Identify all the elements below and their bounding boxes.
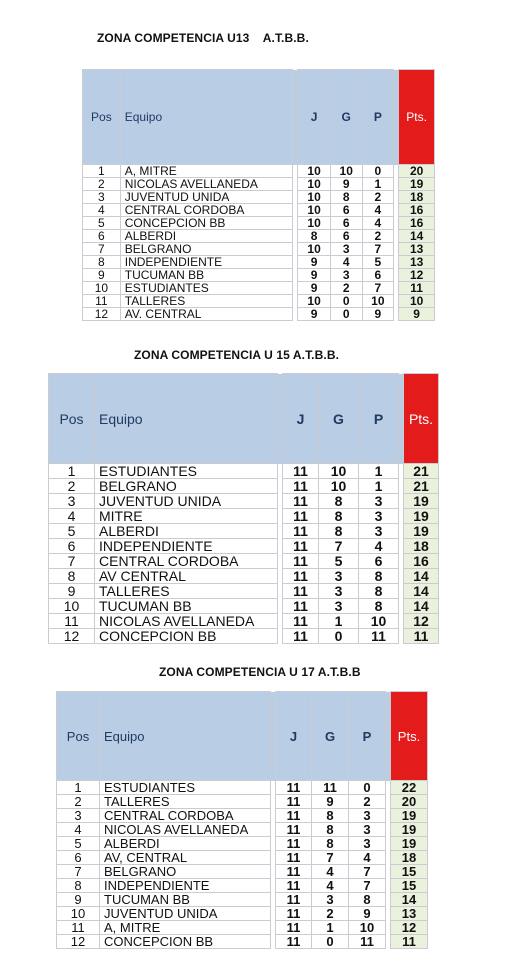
table-row: [49, 554, 439, 569]
cell-won: 7: [312, 851, 349, 865]
cell-lost: 6: [359, 554, 399, 569]
cell-won: 4: [312, 865, 349, 879]
cell-played: 11: [276, 935, 312, 949]
cell-lost: 7: [349, 865, 386, 879]
cell-points: 20: [399, 165, 435, 178]
cell-won: 8: [330, 191, 362, 204]
cell-points: 16: [399, 217, 435, 230]
cell-won: 3: [319, 569, 359, 584]
cell-won: 8: [312, 809, 349, 823]
cell-points: 19: [391, 823, 428, 837]
cell-points: 14: [399, 230, 435, 243]
header-won: G: [319, 374, 359, 464]
table-row: [83, 295, 435, 308]
cell-pos: 5: [49, 524, 95, 539]
cell-points: 10: [399, 295, 435, 308]
cell-points: 22: [391, 781, 428, 795]
header-lost: P: [349, 692, 386, 781]
cell-played: 10: [298, 204, 331, 217]
cell-lost: 4: [362, 204, 394, 217]
table-row: [49, 509, 439, 524]
cell-lost: 3: [349, 823, 386, 837]
cell-pos: 6: [49, 539, 95, 554]
cell-lost: 0: [349, 781, 386, 795]
cell-lost: 2: [362, 191, 394, 204]
cell-points: 13: [391, 907, 428, 921]
cell-played: 8: [298, 230, 331, 243]
cell-points: 19: [399, 178, 435, 191]
cell-pos: 3: [49, 494, 95, 509]
cell-won: 0: [330, 295, 362, 308]
table-header-row: [57, 692, 428, 781]
cell-points: 19: [404, 524, 439, 539]
cell-pos: 3: [57, 809, 100, 823]
cell-won: 0: [319, 629, 359, 644]
cell-points: 14: [404, 584, 439, 599]
cell-pos: 9: [83, 269, 121, 282]
cell-won: 8: [312, 823, 349, 837]
table-row: [83, 191, 435, 204]
table-row: [57, 907, 428, 921]
cell-team: ESTUDIANTES: [120, 282, 292, 295]
cell-pos: 6: [57, 851, 100, 865]
cell-team: ALBERDI: [100, 837, 271, 851]
table-row: [83, 256, 435, 269]
cell-won: 3: [330, 269, 362, 282]
table-row: [57, 865, 428, 879]
cell-won: 10: [319, 479, 359, 494]
cell-lost: 10: [362, 295, 394, 308]
cell-played: 9: [298, 269, 331, 282]
cell-pos: 1: [57, 781, 100, 795]
cell-lost: 7: [349, 879, 386, 893]
cell-team: NICOLAS AVELLANEDA: [100, 823, 271, 837]
cell-team: AV, CENTRAL: [100, 851, 271, 865]
cell-team: TALLERES: [95, 584, 278, 599]
cell-points: 19: [404, 509, 439, 524]
table-row: [49, 464, 439, 479]
cell-lost: 2: [349, 795, 386, 809]
cell-won: 3: [319, 584, 359, 599]
cell-won: 2: [312, 907, 349, 921]
cell-lost: 3: [359, 494, 399, 509]
table-header-row: [83, 70, 435, 165]
header-played: J: [298, 70, 331, 165]
cell-won: 3: [312, 893, 349, 907]
cell-played: 11: [276, 795, 312, 809]
cell-team: NICOLAS AVELLANEDA: [120, 178, 292, 191]
cell-points: 13: [399, 243, 435, 256]
cell-team: ESTUDIANTES: [95, 464, 278, 479]
table-row: [83, 217, 435, 230]
cell-pos: 7: [49, 554, 95, 569]
cell-won: 1: [319, 614, 359, 629]
cell-pos: 10: [83, 282, 121, 295]
cell-points: 13: [399, 256, 435, 269]
cell-played: 11: [276, 921, 312, 935]
cell-lost: 6: [362, 269, 394, 282]
cell-played: 10: [298, 165, 331, 178]
cell-lost: 1: [359, 479, 399, 494]
cell-won: 6: [330, 230, 362, 243]
table-row: [57, 921, 428, 935]
header-pos: Pos: [57, 692, 100, 781]
table-row: [83, 243, 435, 256]
cell-won: 0: [330, 308, 362, 321]
table-row: [49, 524, 439, 539]
table-row: [49, 569, 439, 584]
table-row: [57, 795, 428, 809]
cell-pos: 8: [57, 879, 100, 893]
cell-pos: 1: [83, 165, 121, 178]
cell-team: NICOLAS AVELLANEDA: [95, 614, 278, 629]
cell-won: 4: [330, 256, 362, 269]
cell-pos: 7: [57, 865, 100, 879]
cell-lost: 7: [362, 243, 394, 256]
cell-won: 9: [312, 795, 349, 809]
cell-points: 14: [404, 599, 439, 614]
cell-lost: 4: [362, 217, 394, 230]
header-played: J: [283, 374, 319, 464]
cell-won: 8: [319, 494, 359, 509]
cell-pos: 11: [57, 921, 100, 935]
cell-team: JUVENTUD UNIDA: [100, 907, 271, 921]
cell-points: 12: [399, 269, 435, 282]
cell-played: 11: [276, 893, 312, 907]
header-pos: Pos: [83, 70, 121, 165]
cell-played: 11: [276, 823, 312, 837]
header-lost: P: [359, 374, 399, 464]
cell-team: BELGRANO: [120, 243, 292, 256]
cell-pos: 8: [49, 569, 95, 584]
cell-lost: 2: [362, 230, 394, 243]
cell-pos: 9: [49, 584, 95, 599]
header-team: Equipo: [100, 692, 271, 781]
cell-pos: 4: [83, 204, 121, 217]
header-won: G: [312, 692, 349, 781]
cell-team: TUCUMAN BB: [100, 893, 271, 907]
cell-played: 9: [298, 308, 331, 321]
cell-team: CENTRAL CORDOBA: [120, 204, 292, 217]
cell-points: 12: [391, 921, 428, 935]
cell-played: 11: [283, 479, 319, 494]
cell-played: 10: [298, 191, 331, 204]
table-row: [57, 935, 428, 949]
cell-lost: 3: [359, 509, 399, 524]
cell-won: 11: [312, 781, 349, 795]
cell-played: 11: [276, 809, 312, 823]
cell-pos: 6: [83, 230, 121, 243]
cell-played: 11: [283, 569, 319, 584]
cell-team: AV. CENTRAL: [120, 308, 292, 321]
u15-title: ZONA COMPETENCIA U 15 A.T.B.B.: [134, 348, 340, 362]
table-row: [83, 178, 435, 191]
cell-played: 11: [276, 865, 312, 879]
cell-pos: 3: [83, 191, 121, 204]
cell-team: JUVENTUD UNIDA: [120, 191, 292, 204]
cell-team: TALLERES: [100, 795, 271, 809]
header-played: J: [276, 692, 312, 781]
cell-lost: 0: [362, 165, 394, 178]
cell-pos: 11: [83, 295, 121, 308]
cell-pos: 9: [57, 893, 100, 907]
cell-won: 1: [312, 921, 349, 935]
cell-lost: 9: [349, 907, 386, 921]
table-row: [49, 479, 439, 494]
cell-points: 19: [391, 837, 428, 851]
cell-points: 19: [404, 494, 439, 509]
cell-pos: 1: [49, 464, 95, 479]
cell-team: ALBERDI: [95, 524, 278, 539]
cell-team: CENTRAL CORDOBA: [100, 809, 271, 823]
cell-points: 11: [399, 282, 435, 295]
cell-team: INDEPENDIENTE: [120, 256, 292, 269]
table-row: [57, 851, 428, 865]
cell-pos: 5: [83, 217, 121, 230]
cell-lost: 10: [359, 614, 399, 629]
cell-won: 8: [312, 837, 349, 851]
cell-won: 4: [312, 879, 349, 893]
header-team: Equipo: [120, 70, 292, 165]
cell-points: 14: [391, 893, 428, 907]
table-row: [83, 269, 435, 282]
cell-played: 11: [283, 524, 319, 539]
cell-points: 21: [404, 479, 439, 494]
cell-won: 5: [319, 554, 359, 569]
u17-title: ZONA COMPETENCIA U 17 A.T.B.B: [159, 665, 361, 679]
cell-played: 9: [298, 282, 331, 295]
header-team: Equipo: [95, 374, 278, 464]
cell-points: 16: [399, 204, 435, 217]
cell-team: CONCEPCION BB: [100, 935, 271, 949]
cell-won: 7: [319, 539, 359, 554]
cell-played: 10: [298, 217, 331, 230]
cell-lost: 1: [359, 464, 399, 479]
cell-won: 8: [319, 509, 359, 524]
cell-points: 15: [391, 865, 428, 879]
cell-team: ESTUDIANTES: [100, 781, 271, 795]
cell-team: CONCEPCION BB: [95, 629, 278, 644]
cell-points: 18: [391, 851, 428, 865]
cell-points: 12: [404, 614, 439, 629]
cell-won: 9: [330, 178, 362, 191]
cell-lost: 3: [359, 524, 399, 539]
cell-pos: 8: [83, 256, 121, 269]
u17-standings-table: [56, 691, 428, 949]
cell-played: 11: [283, 494, 319, 509]
header-points: Pts.: [399, 70, 435, 165]
table-row: [83, 308, 435, 321]
table-row: [57, 893, 428, 907]
table-row: [57, 781, 428, 795]
cell-team: JUVENTUD UNIDA: [95, 494, 278, 509]
cell-pos: 4: [57, 823, 100, 837]
cell-played: 11: [283, 599, 319, 614]
cell-pos: 4: [49, 509, 95, 524]
cell-played: 11: [283, 464, 319, 479]
header-lost: P: [362, 70, 394, 165]
cell-pos: 12: [57, 935, 100, 949]
cell-points: 11: [404, 629, 439, 644]
table-row: [49, 584, 439, 599]
cell-lost: 7: [362, 282, 394, 295]
cell-played: 11: [283, 509, 319, 524]
cell-team: A, MITRE: [100, 921, 271, 935]
cell-played: 11: [283, 614, 319, 629]
cell-played: 9: [298, 256, 331, 269]
header-pos: Pos: [49, 374, 95, 464]
cell-points: 15: [391, 879, 428, 893]
table-row: [49, 599, 439, 614]
header-points: Pts.: [391, 692, 428, 781]
cell-points: 9: [399, 308, 435, 321]
cell-pos: 12: [83, 308, 121, 321]
header-won: G: [330, 70, 362, 165]
cell-team: CENTRAL CORDOBA: [95, 554, 278, 569]
cell-played: 11: [283, 629, 319, 644]
table-row: [49, 614, 439, 629]
cell-lost: 3: [349, 809, 386, 823]
cell-won: 6: [330, 217, 362, 230]
cell-pos: 7: [83, 243, 121, 256]
table-row: [57, 879, 428, 893]
cell-pos: 2: [49, 479, 95, 494]
cell-points: 21: [404, 464, 439, 479]
cell-team: A, MITRE: [120, 165, 292, 178]
cell-pos: 10: [57, 907, 100, 921]
u15-standings-table: [48, 373, 439, 644]
table-row: [83, 165, 435, 178]
table-row: [83, 204, 435, 217]
cell-pos: 11: [49, 614, 95, 629]
cell-lost: 10: [349, 921, 386, 935]
u13-title: ZONA COMPETENCIA U13 A.T.B.B.: [97, 31, 309, 45]
cell-played: 11: [283, 554, 319, 569]
table-row: [83, 282, 435, 295]
cell-team: AV CENTRAL: [95, 569, 278, 584]
cell-team: BELGRANO: [95, 479, 278, 494]
cell-played: 11: [276, 851, 312, 865]
cell-points: 11: [391, 935, 428, 949]
cell-team: INDEPENDIENTE: [100, 879, 271, 893]
cell-team: TUCUMAN BB: [120, 269, 292, 282]
cell-played: 10: [298, 243, 331, 256]
cell-pos: 10: [49, 599, 95, 614]
table-row: [49, 494, 439, 509]
cell-team: CONCEPCION BB: [120, 217, 292, 230]
cell-lost: 9: [362, 308, 394, 321]
cell-played: 11: [276, 781, 312, 795]
cell-played: 11: [283, 539, 319, 554]
cell-team: BELGRANO: [100, 865, 271, 879]
table-row: [57, 823, 428, 837]
cell-lost: 8: [349, 893, 386, 907]
cell-won: 3: [330, 243, 362, 256]
cell-pos: 2: [57, 795, 100, 809]
cell-lost: 8: [359, 569, 399, 584]
table-row: [49, 629, 439, 644]
cell-points: 16: [404, 554, 439, 569]
cell-pos: 2: [83, 178, 121, 191]
cell-team: INDEPENDIENTE: [95, 539, 278, 554]
cell-lost: 11: [349, 935, 386, 949]
cell-points: 19: [391, 809, 428, 823]
cell-lost: 1: [362, 178, 394, 191]
cell-lost: 4: [359, 539, 399, 554]
cell-lost: 4: [349, 851, 386, 865]
cell-points: 14: [404, 569, 439, 584]
cell-lost: 5: [362, 256, 394, 269]
cell-lost: 3: [349, 837, 386, 851]
cell-team: TUCUMAN BB: [95, 599, 278, 614]
table-row: [57, 809, 428, 823]
cell-points: 20: [391, 795, 428, 809]
cell-won: 6: [330, 204, 362, 217]
cell-points: 18: [399, 191, 435, 204]
cell-pos: 5: [57, 837, 100, 851]
cell-lost: 8: [359, 599, 399, 614]
cell-played: 11: [283, 584, 319, 599]
cell-played: 10: [298, 295, 331, 308]
cell-won: 8: [319, 524, 359, 539]
cell-team: ALBERDI: [120, 230, 292, 243]
u13-standings-table: [82, 69, 435, 321]
cell-won: 2: [330, 282, 362, 295]
table-row: [57, 837, 428, 851]
cell-team: MITRE: [95, 509, 278, 524]
cell-pos: 12: [49, 629, 95, 644]
cell-played: 11: [276, 837, 312, 851]
cell-lost: 8: [359, 584, 399, 599]
cell-played: 10: [298, 178, 331, 191]
table-row: [83, 230, 435, 243]
cell-played: 11: [276, 907, 312, 921]
cell-won: 10: [319, 464, 359, 479]
cell-won: 0: [312, 935, 349, 949]
header-points: Pts.: [404, 374, 439, 464]
cell-points: 18: [404, 539, 439, 554]
cell-lost: 11: [359, 629, 399, 644]
cell-team: TALLERES: [120, 295, 292, 308]
table-row: [49, 539, 439, 554]
cell-won: 10: [330, 165, 362, 178]
cell-played: 11: [276, 879, 312, 893]
table-header-row: [49, 374, 439, 464]
cell-won: 3: [319, 599, 359, 614]
